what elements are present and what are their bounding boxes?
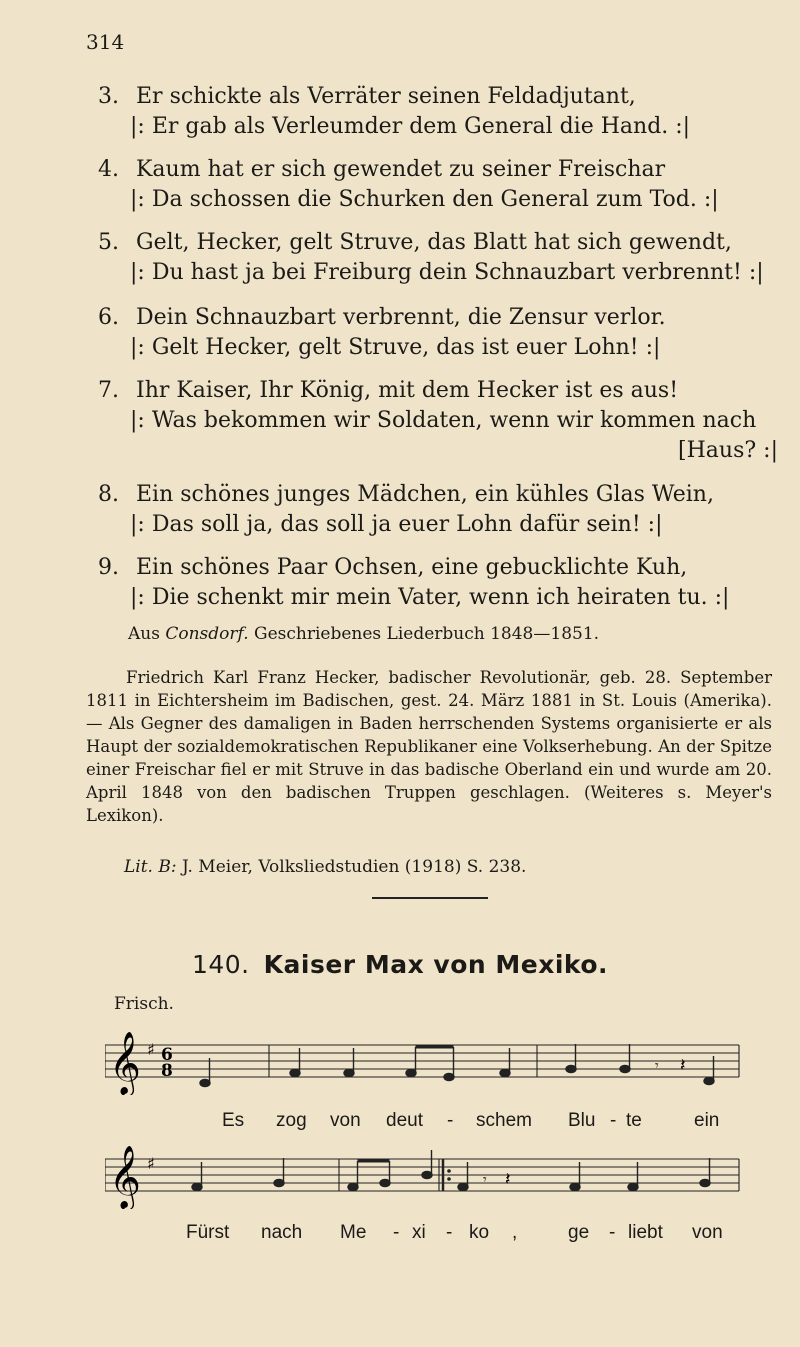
lyric-syllable: Fürst [186,1222,230,1243]
lyric-syllable: Me [340,1222,367,1243]
eighth-rest-icon: 𝄾 [655,1058,659,1074]
lyric-syllable: te [626,1110,642,1131]
verse-number: 9. [98,555,119,580]
quarter-rest-icon: 𝄽 [505,1169,511,1190]
lyric-syllable: - [609,1222,616,1243]
verse-line-2: |: Was bekommen wir Soldaten, wenn wir kommen nach [130,408,757,433]
tempo-marking: Frisch. [114,994,174,1014]
lyric-syllable: zog [276,1110,307,1131]
verse-4 [98,155,778,215]
lyric-syllable: , [512,1222,518,1243]
verse-line-2: |: Da schossen die Schurken den General zum Tod. :| [130,187,719,212]
key-sharp-icon: ♯ [147,1154,155,1173]
lyric-syllable: - [610,1110,617,1131]
verse-line-1: Er schickte als Verräter seinen Feldadjutant, [136,84,636,109]
verse-number: 7. [98,378,119,403]
verse-line-2: |: Du hast ja bei Freiburg dein Schnauzbart verbrennt! :| [130,260,764,285]
section-divider [372,897,488,899]
lyric-syllable: von [692,1222,723,1243]
verse-line-2: |: Das soll ja, das soll ja euer Lohn dafür sein! :| [130,512,663,537]
eighth-rest-icon: 𝄾 [483,1172,487,1188]
source-prefix: Aus [128,624,166,644]
lyric-syllable: ein [694,1110,720,1131]
lyric-syllable: schem [476,1110,532,1131]
literature-label: Lit. B: [124,857,177,877]
music-staff-2 [105,1139,745,1209]
lyric-syllable: deut [386,1110,423,1131]
song-heading [0,950,800,979]
lyric-syllable: ko [469,1222,490,1243]
verse-number: 5. [98,230,119,255]
time-signature-top: 6 [161,1045,173,1065]
verse-number: 8. [98,482,119,507]
lyric-syllable: xi [412,1222,426,1243]
song-title: Kaiser Max von Mexiko. [263,950,609,979]
verse-line-1: Ein schönes Paar Ochsen, eine gebucklichte Kuh, [136,555,688,580]
source-rest: Geschriebenes Liederbuch 1848—1851. [248,624,600,644]
lyric-syllable: Es [222,1110,245,1131]
quarter-rest-icon: 𝄽 [680,1055,686,1076]
song-number: 140. [191,950,250,979]
lyric-syllable: liebt [628,1222,663,1243]
lyric-syllable: von [330,1110,361,1131]
lyric-syllable: - [446,1222,453,1243]
verse-7 [98,376,778,466]
verse-line-1: Ein schönes junges Mädchen, ein kühles Glas Wein, [136,482,714,507]
verse-number: 6. [98,305,119,330]
time-signature-bottom: 8 [161,1061,173,1081]
verse-number: 4. [98,157,119,182]
verse-line-1: Gelt, Hecker, gelt Struve, das Blatt hat sich gewendt, [136,230,732,255]
verse-line-3: [Haus? :| [678,438,778,463]
lyric-syllable: - [447,1110,454,1131]
lyric-syllable: ge [568,1222,590,1243]
verse-number: 3. [98,84,119,109]
source-line [128,624,599,644]
literature-reference [124,857,526,877]
biographical-note: Friedrich Karl Franz Hecker, badischer Revolutionär, geb. 28. September 1811 in Eichtersheim im Badischen, gest. 24. März 1881 in St. Louis (Amerika). — Als Gegner des damaligen in Baden herrschenden Systems organisierte er als Haupt der sozialdemokratischen Republikaner eine Volkserhebung. An der Spitze einer Freischar fiel er mit Struve in das badische Oberland ein und wurde am 20. April 1848 von den badischen Truppen geschlagen. (Weiteres s. Meyer's Lexikon). [86,668,772,825]
verse-line-1: Ihr Kaiser, Ihr König, mit dem Hecker ist es aus! [136,378,679,403]
source-place: Consdorf. [165,624,249,644]
key-sharp-icon: ♯ [147,1040,155,1059]
music-staff-1 [105,1025,745,1095]
verse-5 [98,228,778,288]
verse-9 [98,553,778,613]
literature-text: J. Meier, Volksliedstudien (1918) S. 238. [176,857,527,877]
lyrics-line-1 [0,1110,800,1140]
page-number: 314 [86,30,125,54]
lyric-syllable: nach [261,1222,303,1243]
lyrics-line-2 [0,1222,800,1252]
verse-line-2: |: Er gab als Verleumder dem General die Hand. :| [130,114,691,139]
lyric-syllable: Blu [568,1110,596,1131]
verse-line-2: |: Die schenkt mir mein Vater, wenn ich heiraten tu. :| [130,585,730,610]
verse-line-1: Kaum hat er sich gewendet zu seiner Freischar [136,157,666,182]
verse-8 [98,480,778,540]
verse-6 [98,303,778,363]
treble-clef-icon: 𝄞 [109,1145,141,1208]
verse-3 [98,82,778,142]
treble-clef-icon: 𝄞 [109,1031,141,1094]
verse-line-1: Dein Schnauzbart verbrennt, die Zensur verlor. [136,305,666,330]
lyric-syllable: - [393,1222,400,1243]
verse-line-2: |: Gelt Hecker, gelt Struve, das ist euer Lohn! :| [130,335,661,360]
